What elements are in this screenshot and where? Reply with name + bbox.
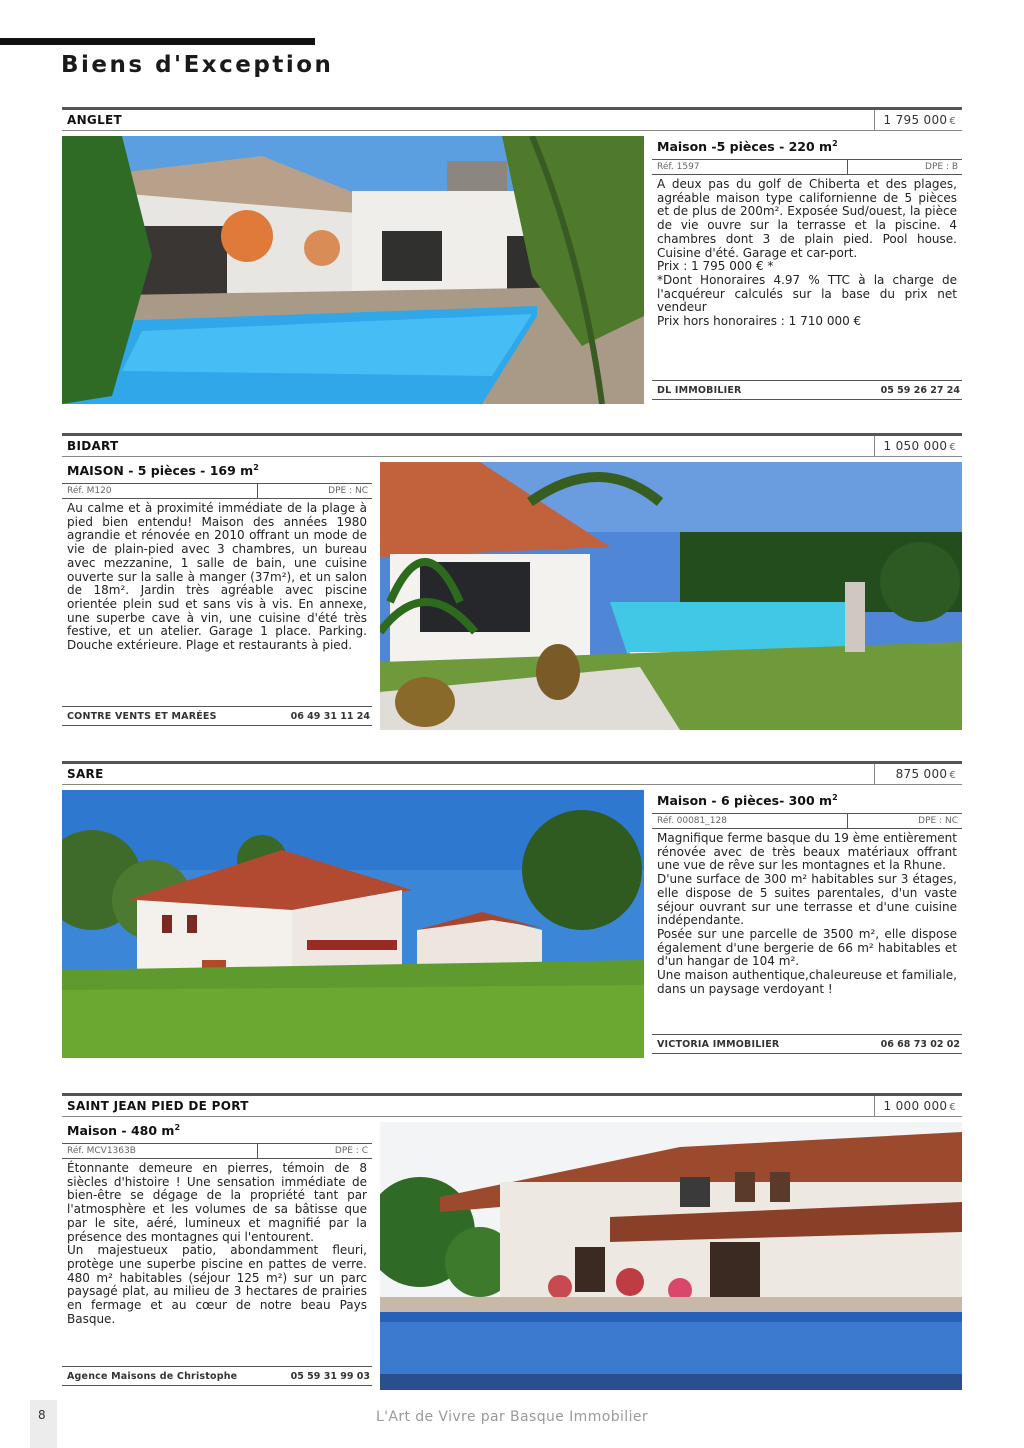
property-type-title: Maison - 480 $m^2$ — [62, 1120, 372, 1144]
location-name: SAINT JEAN PIED DE PORT — [67, 1099, 249, 1113]
dpe-rating: DPE : NC — [328, 486, 368, 496]
agency-phone: 06 68 73 02 02 — [880, 1039, 960, 1050]
page-number: 8 — [38, 1408, 46, 1422]
location-name: SARE — [67, 767, 104, 781]
listing-info — [652, 790, 962, 1058]
listing-info — [62, 460, 372, 730]
property-description: Au calme et à proximité immédiate de la plage à pied bien entendu! Maison des années 1980 agrandie et rénovée en 2010 offrant un mode de vie de plain-pied avec 3 chambres, un bureau avec mezzanine, 1 salle de bain, une cuisine ouverte sur la salle à manger (37m²), et un salon de 18m². Jardin très agréable avec piscine orientée plein sud et sans vis à vis. En annexe, une superbe cave à vin, une cuisine d'été très festive, et un atelier. Garage 1 place. Parking. Douche extérieure. Plage et restaurants à pied. — [67, 501, 367, 653]
reference-number: Réf. M120 — [67, 486, 112, 496]
price-box — [874, 110, 962, 130]
property-type-title: Maison -5 pièces - 220 $m^2$ — [652, 136, 962, 160]
agency-row — [652, 380, 962, 400]
location-name: BIDART — [67, 439, 119, 453]
reference-number: Réf. MCV1363B — [67, 1146, 136, 1156]
reference-row — [62, 484, 372, 499]
price: 1 000 000 — [883, 1099, 948, 1113]
property-photo-garden-pool — [380, 462, 962, 730]
agency-name: VICTORIA IMMOBILIER — [657, 1039, 780, 1050]
reference-number: Réf. 1597 — [657, 162, 700, 172]
currency: € — [949, 442, 956, 453]
dpe-rating: DPE : C — [334, 1146, 368, 1156]
property-description: Magnifique ferme basque du 19 ème entièrement rénovée avec de très beaux matériaux offrant une vue de rêve sur les montagnes et la Rhune. D'une surface de 300 m² habitables sur 3 étages, elle dispose de 5 suites parentales, d'un vaste séjour ouvrant sur une terrasse et d'une cuisine indépendante. Posée sur une parcelle de 3500 m², elle dispose également d'une bergerie de 66 m² habitables et d'un hangar de 104 m². Une maison authentique,chaleureuse et familiale, dans un paysage verdoyant ! — [657, 831, 957, 996]
location-name: ANGLET — [67, 113, 123, 127]
property-type-title: MAISON - 5 pièces - 169 $m^2$ — [62, 460, 372, 484]
dpe-rating: DPE : NC — [918, 816, 958, 826]
location-bar — [62, 107, 962, 131]
location-bar — [62, 761, 962, 785]
currency: € — [949, 1102, 956, 1113]
agency-name: CONTRE VENTS ET MARÉES — [67, 711, 217, 722]
location-bar — [62, 433, 962, 457]
price-box — [874, 436, 962, 456]
property-photo-pool-house — [62, 136, 644, 404]
price: 1 050 000 — [883, 439, 948, 453]
agency-phone: 05 59 26 27 24 — [880, 385, 960, 396]
price-box — [874, 764, 962, 784]
property-type-title: Maison - 6 pièces- 300 $m^2$ — [652, 790, 962, 814]
reference-row — [62, 1144, 372, 1159]
price: 875 000 — [895, 767, 948, 781]
location-bar — [62, 1093, 962, 1117]
listing-sare — [62, 761, 962, 1059]
reference-row — [652, 160, 962, 175]
property-description: A deux pas du golf de Chiberta et des plages, agréable maison type californienne de 5 pièces et de plus de 200m². Exposée Sud/ouest, la pièce de vie ouvre sur la terrasse et la piscine. 4 chambres dont 3 de plain pied. Pool house. Cuisine d'été. Garage et car-port. Prix : 1 795 000 € * *Dont Honoraires 4.97 % TTC à la charge de l'acquéreur calculés sur la base du prix net vendeur Prix hors honoraires : 1 710 000 € — [657, 177, 957, 329]
property-description: Étonnante demeure en pierres, témoin de 8 siècles d'histoire ! Une sensation immédiate de bien-être se dégage de la propriété tant par l'atmosphère et les volumes de sa bâtisse que par le site, aéré, lumineux et magnifié par la présence des montagnes qui l'entourent. Un majestueux patio, abondamment fleuri, protège une superbe piscine en pattes de verre. 480 m² habitables (séjour 125 m²) sur un parc paysagé plat, au milieu de 3 hectares de prairies en fermage et au cœur de notre beau Pays Basque. — [67, 1161, 367, 1326]
agency-name: DL IMMOBILIER — [657, 385, 742, 396]
currency: € — [949, 770, 956, 781]
listing-info — [652, 136, 962, 404]
listing-info — [62, 1120, 372, 1390]
property-photo-basque-farmhouse — [62, 790, 644, 1058]
price-box — [874, 1096, 962, 1116]
top-accent-bar — [0, 38, 315, 45]
reference-row — [652, 814, 962, 829]
listing-saint-jean-pied-de-port — [62, 1093, 962, 1391]
page-title: Biens d'Exception — [61, 52, 334, 78]
currency: € — [949, 116, 956, 127]
agency-row — [62, 1366, 372, 1386]
agency-name: Agence Maisons de Christophe — [67, 1371, 238, 1382]
footer-tagline: L'Art de Vivre par Basque Immobilier — [375, 1409, 649, 1425]
agency-phone: 05 59 31 99 03 — [290, 1371, 370, 1382]
dpe-rating: DPE : B — [925, 162, 958, 172]
listing-anglet — [62, 107, 962, 405]
agency-phone: 06 49 31 11 24 — [290, 711, 370, 722]
price: 1 795 000 — [883, 113, 948, 127]
agency-row — [62, 706, 372, 726]
agency-row — [652, 1034, 962, 1054]
listing-bidart — [62, 433, 962, 731]
reference-number: Réf. 00081_128 — [657, 816, 727, 826]
property-photo-stone-manor — [380, 1122, 962, 1390]
